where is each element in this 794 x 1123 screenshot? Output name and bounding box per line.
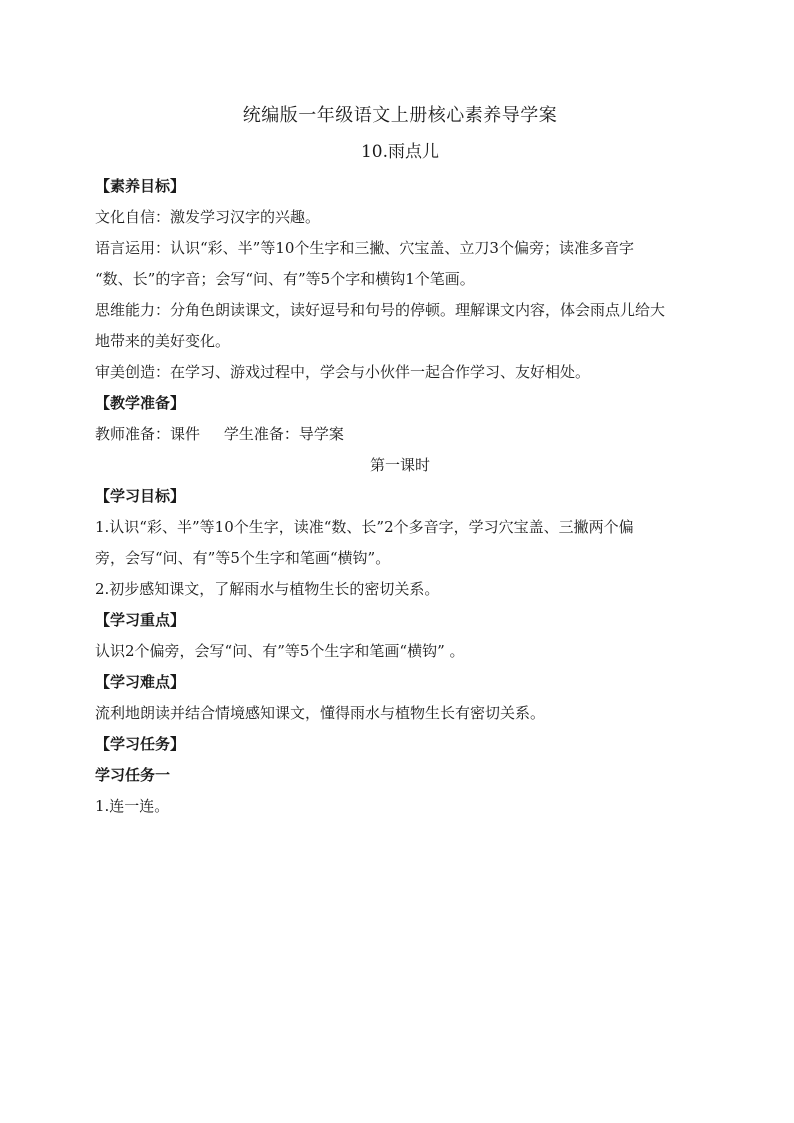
objectives-heading: 【学习目标】: [95, 487, 186, 505]
period-title: 第一课时: [369, 456, 430, 474]
document-page: [95, 103, 705, 822]
objective-1-line-1: 1.认识“彩、半”等10个生字，读准“数、长”2个多音字，学习穴宝盖、三撇两个偏: [95, 518, 634, 536]
goal-language-line-2: “数、长”的字音；会写“问、有”等5个字和横钩1个笔画。: [95, 270, 475, 288]
prep-text: 教师准备：课件 学生准备：导学案: [95, 425, 344, 443]
goal-aesthetic: 审美创造：在学习、游戏过程中，学会与小伙伴一起合作学习、友好相处。: [95, 363, 591, 381]
key-points-heading: 【学习重点】: [95, 611, 186, 629]
objective-2: 2.初步感知课文，了解雨水与植物生长的密切关系。: [95, 580, 440, 598]
lesson-title: 10.雨点儿: [360, 142, 440, 162]
key-points-text: 认识2个偏旁，会写“问、有”等5个生字和笔画“横钩” 。: [95, 642, 465, 660]
document-title: 统编版一年级语文上册核心素养导学案: [242, 105, 558, 126]
prep-heading: 【教学准备】: [95, 394, 186, 412]
goal-culture: 文化自信：激发学习汉字的兴趣。: [95, 208, 321, 226]
difficulty-heading: 【学习难点】: [95, 673, 186, 691]
objective-1-line-2: 旁，会写“问、有”等5个生字和笔画“横钩”。: [95, 549, 391, 567]
goal-thinking-line-2: 地带来的美好变化。: [95, 332, 231, 350]
task-one-heading: 学习任务一: [95, 766, 171, 784]
difficulty-text: 流利地朗读并结合情境感知课文，懂得雨水与植物生长有密切关系。: [95, 704, 546, 722]
goal-language-line-1: 语言运用：认识“彩、半”等10个生字和三撇、穴宝盖、立刀3个偏旁；读准多音字: [95, 239, 634, 257]
task-one-item-1: 1.连一连。: [95, 797, 170, 815]
tasks-heading: 【学习任务】: [95, 735, 186, 753]
goal-thinking-line-1: 思维能力：分角色朗读课文，读好逗号和句号的停顿。理解课文内容，体会雨点儿给大: [95, 301, 666, 319]
goals-heading: 【素养目标】: [95, 177, 186, 195]
